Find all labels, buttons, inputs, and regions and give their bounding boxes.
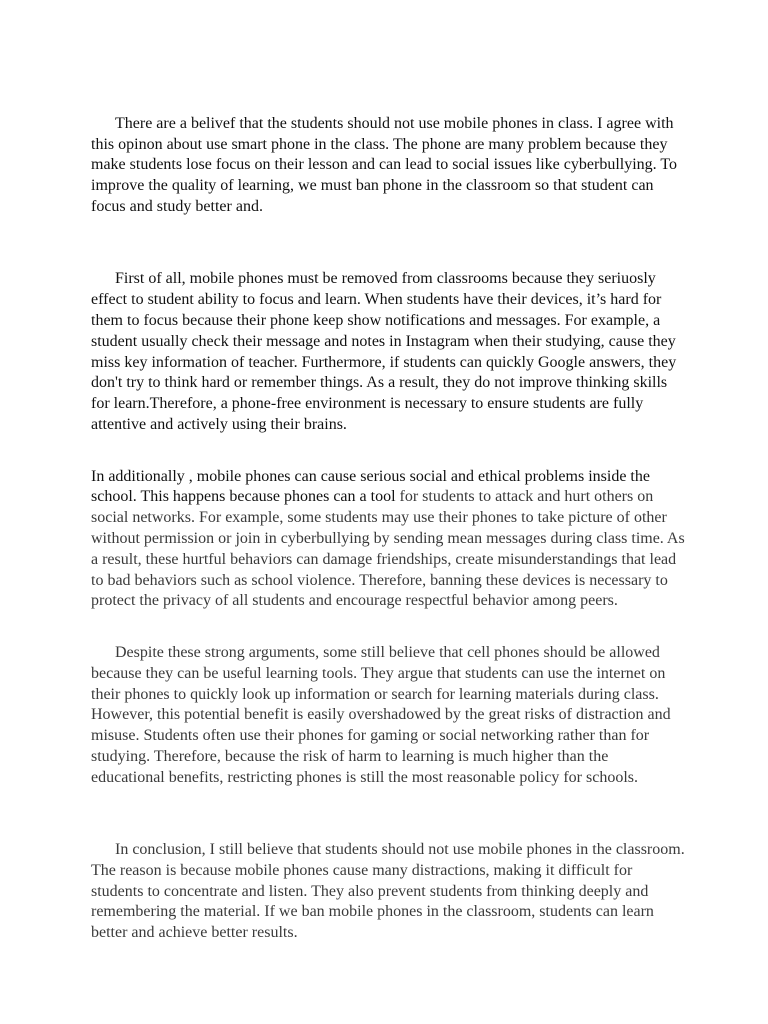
paragraph-text: In additionally , mobile phones can cause serious social and ethical problems inside the school. This happens because phones can a tool bbox=[91, 467, 654, 506]
paragraph-introduction bbox=[91, 93, 685, 239]
document-body bbox=[91, 93, 689, 975]
paragraph-counterargument bbox=[91, 622, 685, 809]
paragraph-focus-argument bbox=[91, 249, 685, 457]
paragraph-social-argument bbox=[91, 467, 689, 613]
paragraph-text: Despite these strong arguments, some still believe that cell phones should be allowed because they can be useful learning tools. They argue that students can use the internet on their phones to quickly look up information or search for learning materials during class. However, this potential benefit is easily overshadowed by the great risks of distraction and misuse. Students often use their phones for gaming or social networking rather than for studying. Therefore, because the risk of harm to learning is much higher than the educational benefits, restricting phones is still the most reasonable policy for schools. bbox=[91, 643, 675, 786]
paragraph-text: for students to attack and hurt others on social networks. For example, some students may use their phones to take picture of other without permission or join in cyberbullying by sending mean messages during class time. As a result, these hurtful behaviors can damage friendships, create misunderstandings that lead to bad behaviors such as school violence. Therefore, banning these devices is necessary to protect the privacy of all students and encourage respectful behavior among peers. bbox=[91, 488, 689, 610]
paragraph-text: First of all, mobile phones must be removed from classrooms because they seriuosly effect to student ability to focus and learn. When students have their devices, it’s hard for them to focus because their phone keep show notifications and messages. For example, a student usually check their message and notes in Instagram when their studying, cause they miss key information of teacher. Furthermore, if students can quickly Google answers, they don't try to think hard or remember things. As a result, they do not improve thinking skills for learn.Therefore, a phone-free environment is necessary to ensure students are fully attentive and actively using their brains. bbox=[91, 270, 681, 433]
paragraph-text: In conclusion, I still believe that students should not use mobile phones in the classroom. The reason is because mobile phones cause many distractions, making it difficult for students to concentrate and listen. They also prevent students from thinking deeply and remembering the material. If we ban mobile phones in the classroom, students can learn better and achieve better results. bbox=[91, 841, 689, 942]
paragraph-conclusion bbox=[91, 819, 689, 965]
paragraph-text: There are a belivef that the students should not use mobile phones in class. I agree with this opinon about use smart phone in the class. The phone are many problem because they make students lose focus on their lesson and can lead to social issues like cyberbullying. To improve the quality of learning, we must ban phone in the classroom so that student can focus and study better and. bbox=[91, 114, 682, 215]
